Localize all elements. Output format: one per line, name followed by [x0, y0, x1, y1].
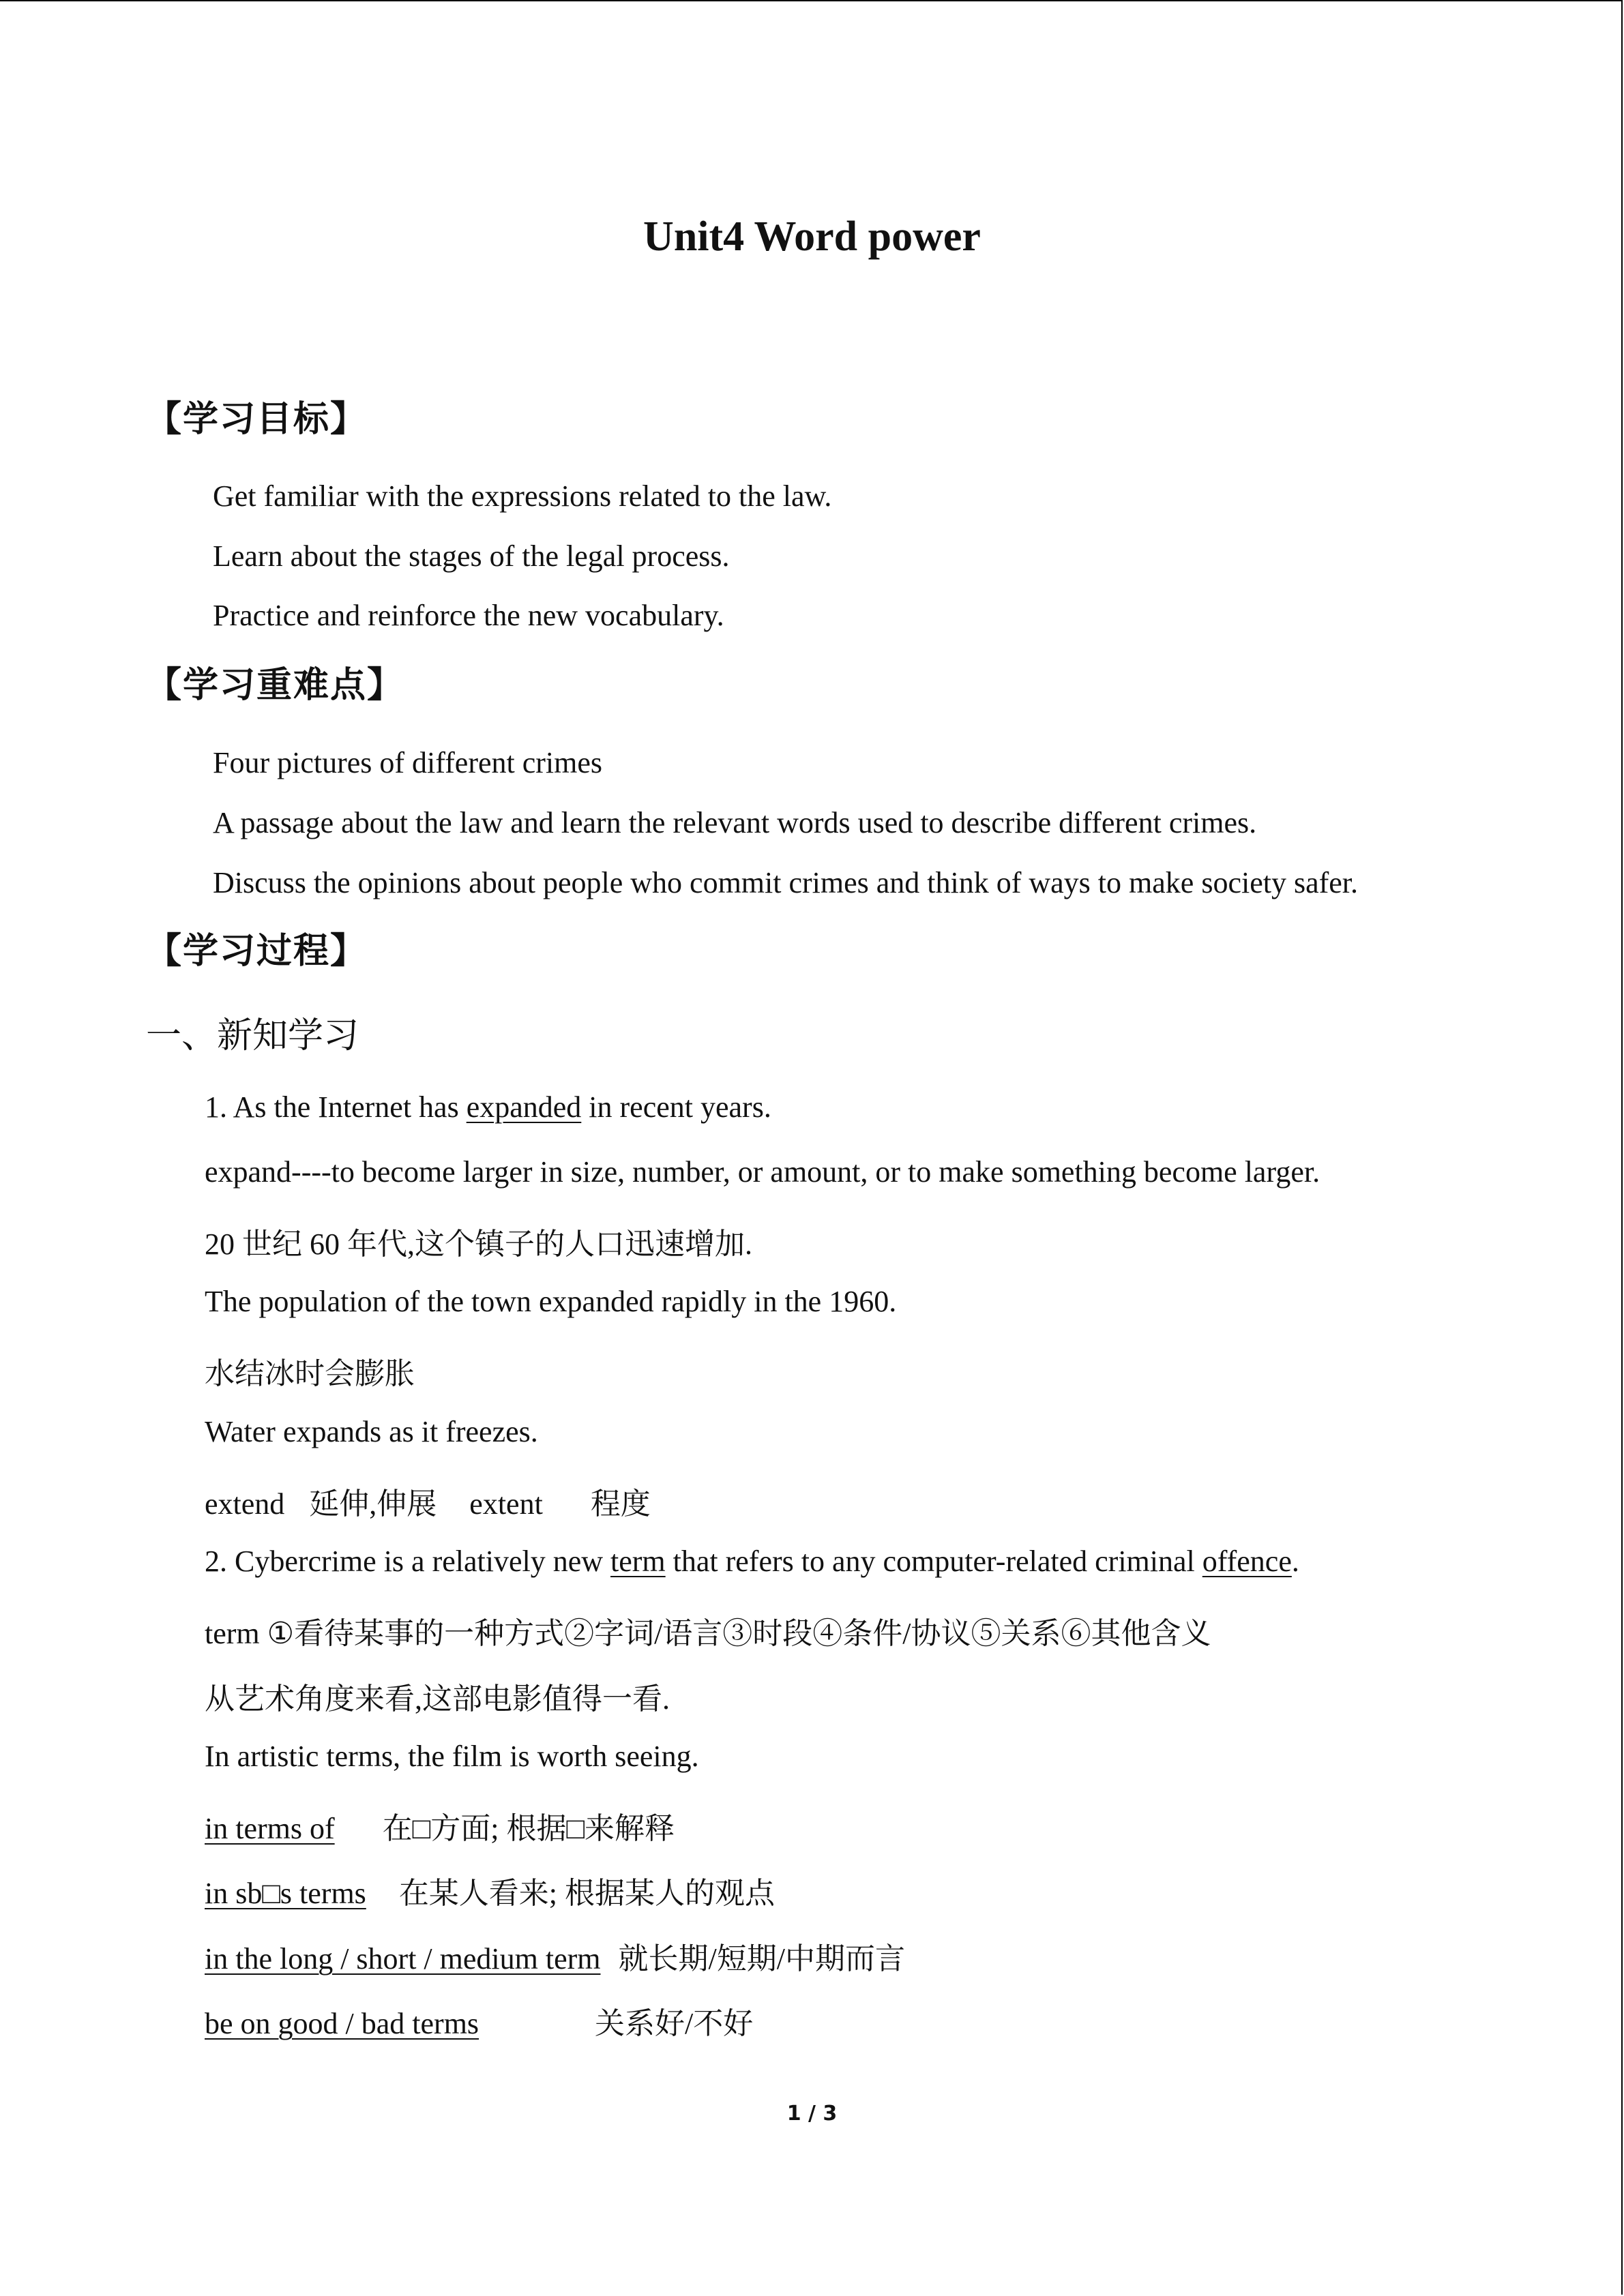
item1-cn-example2: 水结冰时会膨胀 [205, 1357, 415, 1390]
phrase-in-terms-of: in terms of [205, 1812, 335, 1845]
item1-en-example1: The population of the town expanded rapidly in the 1960. [205, 1285, 897, 1318]
related-word-extend: extend [205, 1487, 285, 1521]
item2-term-meanings: term ①看待某事的一种方式②字词/语言③时段④条件/协议⑤关系⑥其他含义 [205, 1617, 1211, 1650]
item2-middle: that refers to any computer-related criminal [665, 1545, 1202, 1578]
item1-sentence [205, 1090, 771, 1124]
objective-2: Learn about the stages of the legal process. [213, 539, 730, 573]
item1-en-example2: Water expands as it freezes. [205, 1415, 538, 1448]
item2-keyword-offence: offence [1202, 1545, 1292, 1578]
phrase-meaning: 在□方面; 根据□来解释 [382, 1812, 675, 1845]
item2-suffix: . [1291, 1545, 1299, 1578]
item1-prefix: 1. As the Internet has [205, 1090, 467, 1124]
related-word-extent: extent [469, 1487, 543, 1521]
phrase-meaning: 在某人看来; 根据某人的观点 [398, 1877, 776, 1910]
phrase-meaning: 关系好/不好 [595, 2007, 754, 2040]
heading-key-points: 【学习重难点】 [146, 665, 404, 706]
key-point-3: Discuss the opinions about people who commit crimes and think of ways to make society safer. [213, 866, 1359, 899]
item2-cn-example: 从艺术角度来看,这部电影值得一看. [205, 1682, 670, 1716]
objective-1: Get familiar with the expressions related to the law. [213, 479, 832, 513]
item1-suffix: in recent years. [581, 1090, 771, 1124]
phrase-in-sbs-terms: in sb□s terms [205, 1877, 366, 1910]
phrase-row [205, 1999, 753, 2042]
related-meaning-extend: 延伸,伸展 [309, 1487, 437, 1521]
phrase-row [205, 1934, 905, 1978]
phrase-row [205, 1804, 675, 1847]
item1-definition: expand----to become larger in size, number, or amount, or to make something become larger. [205, 1155, 1320, 1189]
page-title: Unit4 Word power [643, 213, 981, 260]
phrase-meaning: 就长期/短期/中期而言 [618, 1942, 905, 1976]
objective-3: Practice and reinforce the new vocabulary. [213, 599, 724, 632]
item2-sentence [205, 1544, 1299, 1579]
phrase-row [205, 1868, 775, 1912]
item1-cn-example1: 20 世纪 60 年代,这个镇子的人口迅速增加. [205, 1227, 752, 1261]
related-meaning-extent: 程度 [590, 1487, 651, 1521]
heading-objectives: 【学习目标】 [146, 399, 368, 440]
page-number: 1 / 3 [786, 2102, 838, 2126]
item1-keyword: expanded [466, 1090, 582, 1124]
heading-process: 【学习过程】 [146, 931, 368, 972]
item1-related-words [205, 1479, 651, 1523]
phrase-in-the-long-term: in the long / short / medium term [205, 1942, 601, 1976]
phrase-be-on-good-terms: be on good / bad terms [205, 2007, 479, 2040]
key-point-2: A passage about the law and learn the relevant words used to describe different crimes. [213, 806, 1257, 839]
item2-en-example: In artistic terms, the film is worth seeing. [205, 1740, 699, 1773]
key-point-1: Four pictures of different crimes [213, 746, 603, 779]
item2-prefix: 2. Cybercrime is a relatively new [205, 1545, 611, 1578]
item2-keyword-term: term [610, 1545, 666, 1578]
section-new-knowledge: 一、新知学习 [146, 1015, 359, 1056]
